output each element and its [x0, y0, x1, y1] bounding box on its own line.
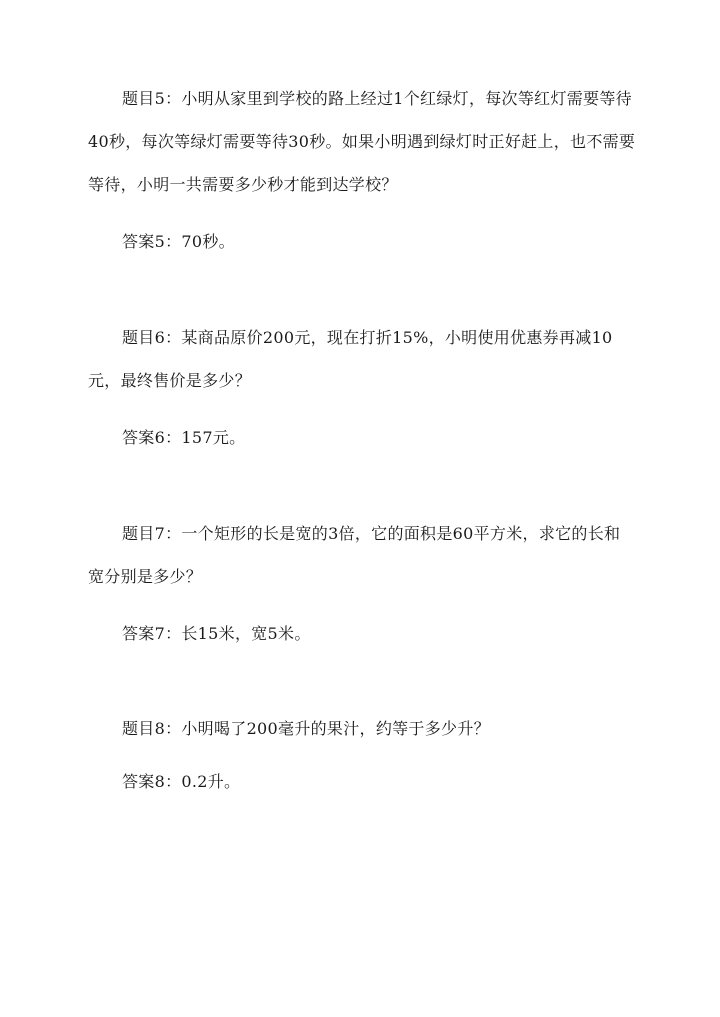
- answer-6: 答案6：157元。: [122, 428, 246, 447]
- answer-8: 答案8：0.2升。: [122, 772, 241, 791]
- answer-7: 答案7：长15米，宽5米。: [122, 624, 311, 643]
- answer-5: 答案5：70秒。: [122, 232, 235, 251]
- question-6: 题目6：某商品原价200元，现在打折15%，小明使用优惠券再减10元，最终售价是多少？: [88, 328, 613, 390]
- question-7: 题目7：一个矩形的长是宽的3倍，它的面积是60平方米，求它的长和宽分别是多少？: [88, 524, 621, 586]
- question-5: 题目5：小明从家里到学校的路上经过1个红绿灯，每次等红灯需要等待40秒，每次等绿灯需要等待30秒。如果小明遇到绿灯时正好赶上，也不需要等待，小明一共需要多少秒才能到达学校？: [88, 89, 636, 194]
- question-8: 题目8：小明喝了200毫升的果汁，约等于多少升？: [122, 719, 490, 738]
